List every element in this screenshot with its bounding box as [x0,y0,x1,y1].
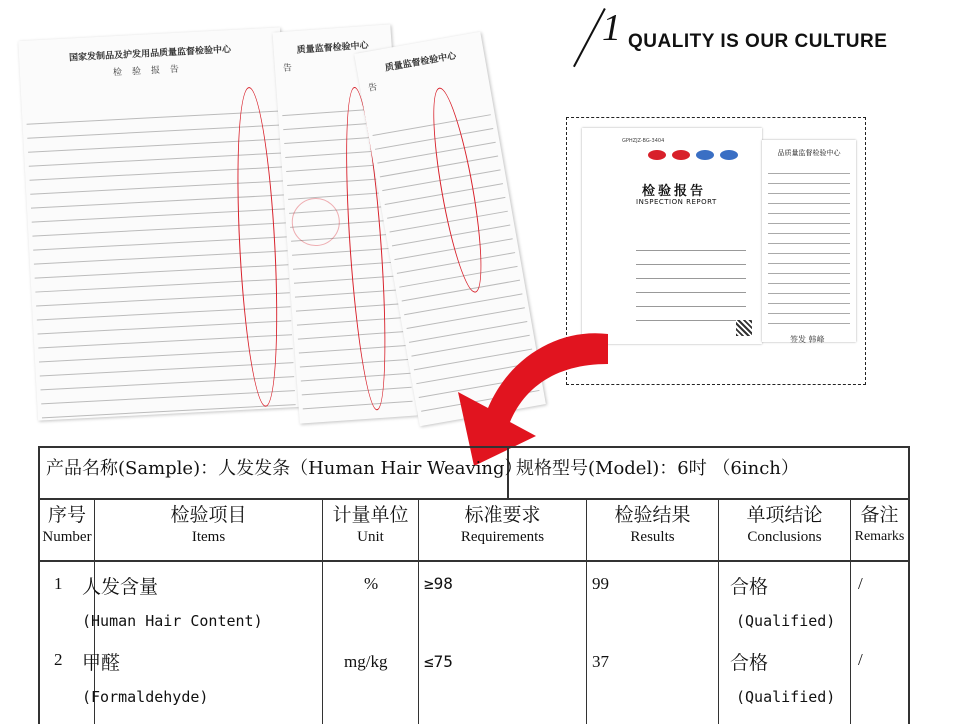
result-value: 99 [592,574,609,593]
row-number: 2 [54,650,63,669]
header-unit: 计量单位 Unit [332,504,409,545]
remark-value: / [858,650,863,669]
table-header-border [38,560,910,562]
item-name-zh: 人发含量 [82,576,159,598]
section-title: QUALITY IS OUR CULTURE [628,31,888,52]
report-sheet-1-subtitle: 检验报告 [112,64,190,79]
header-number: 序号 Number [42,504,92,545]
requirement-value: ≤75 [424,652,453,671]
conclusion-zh: 合格 [730,652,769,674]
section-number: 1 [602,7,621,49]
certificate-title-en: INSPECTION REPORT [636,198,717,206]
conclusion-en: (Qualified) [736,612,836,630]
cma-logo-icon [648,150,666,160]
certificate-page [582,128,762,344]
requirement-value: ≥98 [424,574,453,593]
table-left-border [38,446,40,724]
table-top-border [38,446,910,448]
certificate-code: GPHZJZ-BG-3404 [622,138,665,144]
conclusion-zh: 合格 [730,576,769,598]
report-sheet-1 [18,27,300,420]
qr-code-icon [736,320,752,336]
model-name: 规格型号(Model)：6吋 （6inch） [516,458,799,479]
item-name-en: (Human Hair Content) [82,612,263,630]
inspection-table [38,446,910,724]
report-sheet-2-subtitle: 告 [282,62,303,74]
conclusion-en: (Qualified) [736,688,836,706]
certificate-side-title: 品质量监督检验中心 [777,149,841,157]
unit-value: mg/kg [344,652,388,671]
result-value: 37 [592,652,609,671]
header-remarks: 备注 Remarks [854,504,905,544]
certificate-signature: 签发 韩峰 [790,335,825,344]
header-items: 检验项目 Items [170,504,247,545]
certificate-fields [636,240,746,324]
table-right-border [908,446,910,724]
certification-logos [648,150,738,160]
report-sheet-3-title: 质量监督检验中心 [384,51,457,74]
header-slash-decoration [573,8,606,67]
sample-name: 产品名称(Sample)：人发发条（Human Hair Weaving） [46,458,523,479]
table-sample-row-border [38,498,910,500]
item-name-zh: 甲醛 [82,652,121,674]
report-sheet-1-title: 国家发制品及护发用品质量监督检验中心 [68,45,232,64]
cal-logo-icon [672,150,690,160]
item-name-en: (Formaldehyde) [82,688,209,706]
certificate-second-page [762,140,856,342]
report-sheet-3-subtitle: 告 [367,80,389,94]
certificate-second-page-table [768,164,850,324]
remark-value: / [858,574,863,593]
unit-value: % [364,574,379,593]
report-sheet-2-title: 质量监督检验中心 [296,40,369,56]
certificate-title-zh: 检验报告 [642,184,707,199]
row-number: 1 [54,574,63,593]
ilac-logo-icon [720,150,738,160]
header-conclusions: 单项结论 Conclusions [746,504,823,545]
cnas-logo-icon [696,150,714,160]
header-requirements: 标准要求 Requirements [460,504,545,545]
header-results: 检验结果 Results [614,504,691,545]
